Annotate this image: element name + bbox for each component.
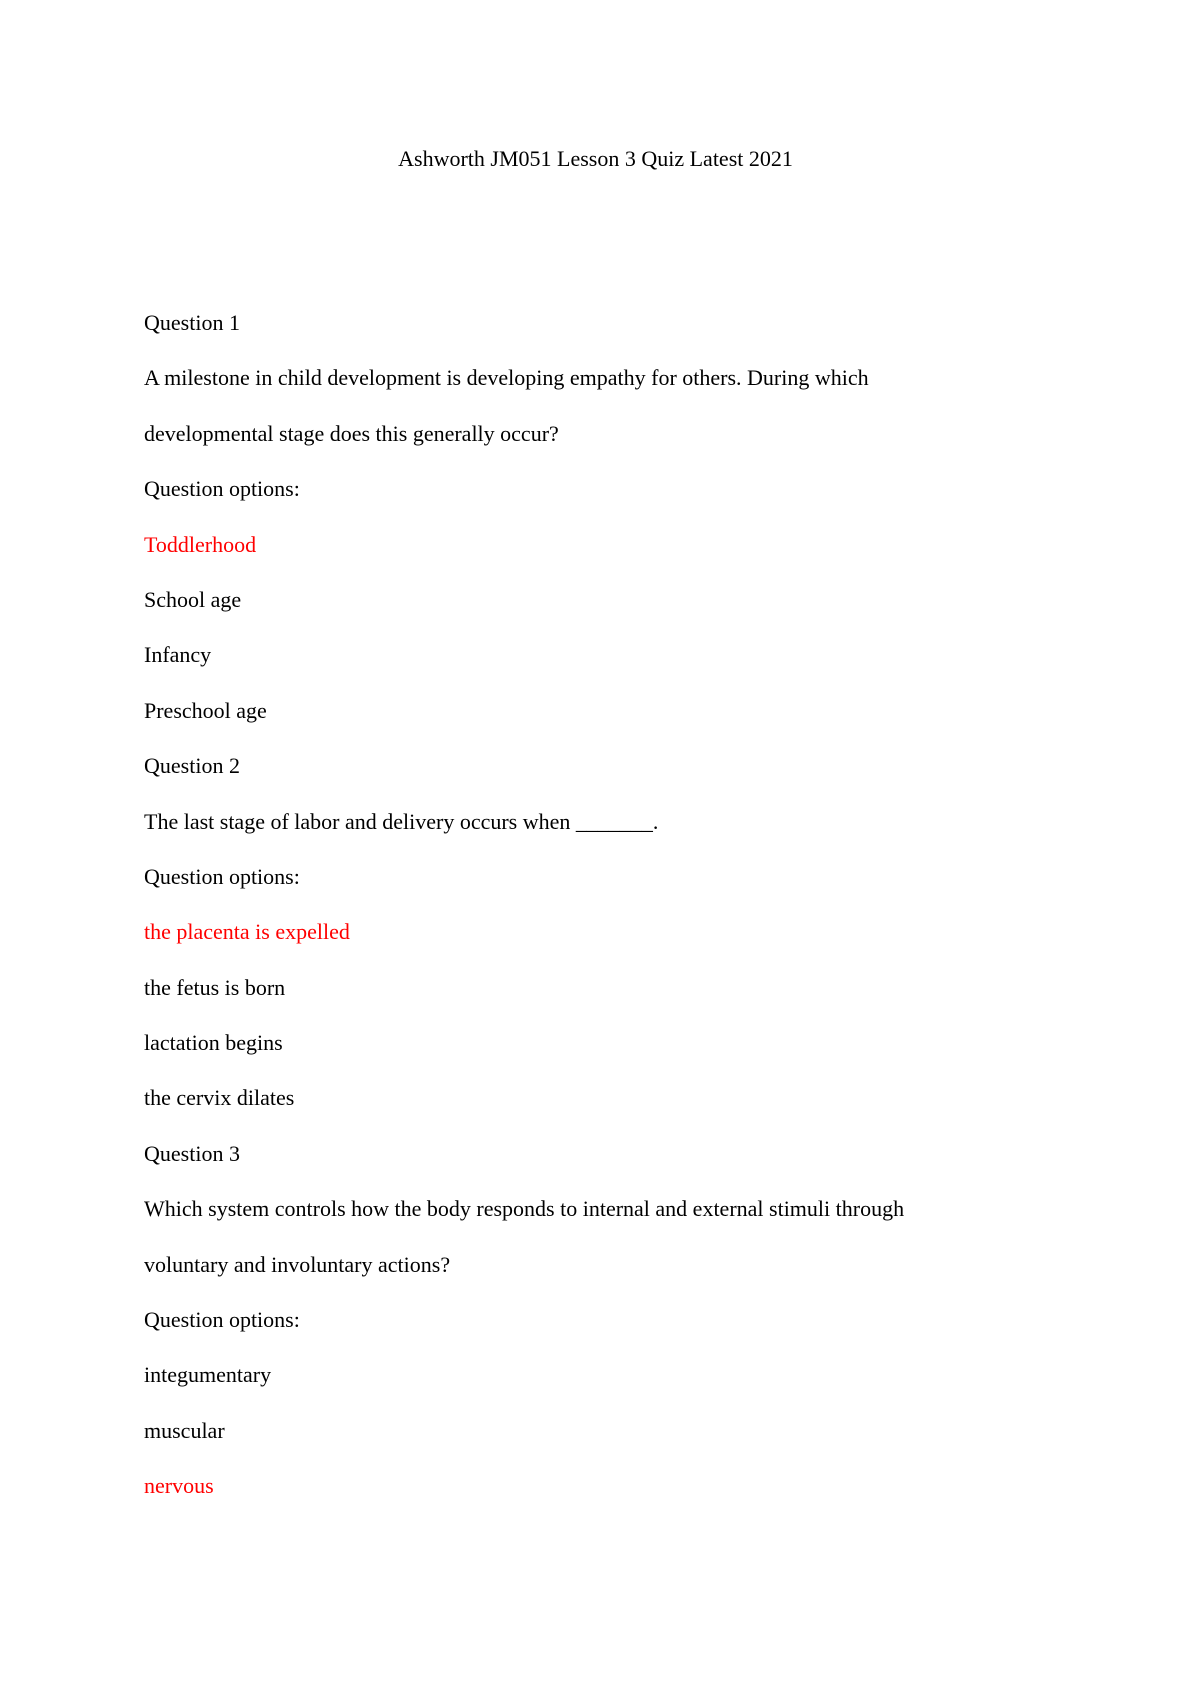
question-heading: Question 1 bbox=[144, 310, 240, 335]
option: Infancy bbox=[144, 642, 212, 668]
question-prompt-line: Which system controls how the body responds to internal and external stimuli through bbox=[144, 1196, 905, 1222]
option-correct: Toddlerhood bbox=[144, 531, 257, 557]
option-correct: nervous bbox=[144, 1473, 214, 1499]
document-title: Ashworth JM051 Lesson 3 Quiz Latest 2021 bbox=[398, 146, 793, 171]
option: Preschool age bbox=[144, 697, 267, 723]
option: lactation begins bbox=[144, 1030, 283, 1056]
question-prompt-line: The last stage of labor and delivery occurs when _______. bbox=[144, 808, 659, 834]
question-prompt-line: developmental stage does this generally occur? bbox=[144, 420, 559, 446]
question-heading: Question 2 bbox=[144, 753, 240, 779]
question-prompt-line: A milestone in child development is developing empathy for others. During which bbox=[144, 365, 869, 391]
question-prompt-line: voluntary and involuntary actions? bbox=[144, 1251, 451, 1277]
options-label: Question options: bbox=[144, 1307, 300, 1333]
options-label: Question options: bbox=[144, 476, 300, 502]
option: muscular bbox=[144, 1417, 225, 1443]
option: the fetus is born bbox=[144, 974, 286, 1000]
question-heading: Question 3 bbox=[144, 1140, 240, 1166]
option: the cervix dilates bbox=[144, 1085, 295, 1111]
option-correct: the placenta is expelled bbox=[144, 919, 350, 945]
quiz-content bbox=[144, 308, 1024, 1527]
option: School age bbox=[144, 586, 242, 612]
options-label: Question options: bbox=[144, 863, 300, 889]
option: integumentary bbox=[144, 1362, 272, 1388]
